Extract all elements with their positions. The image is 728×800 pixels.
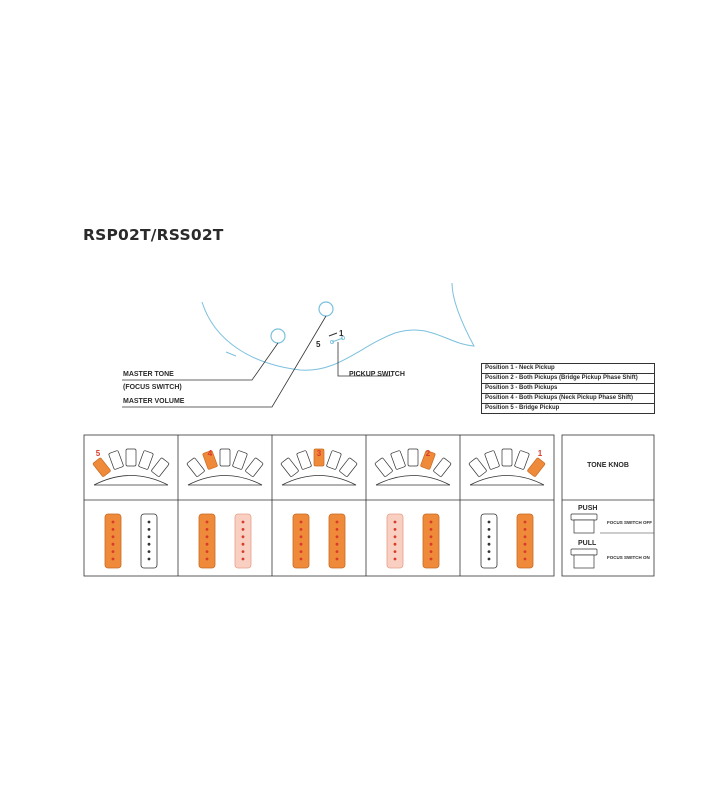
switch-lever	[245, 458, 263, 478]
pole-piece	[148, 528, 151, 531]
master-volume-label: MASTER VOLUME	[123, 398, 185, 405]
pole-piece	[148, 535, 151, 538]
switch-position-5-label: 5	[316, 340, 321, 349]
pull-label: PULL	[578, 540, 597, 547]
pull-description: FOCUS SWITCH ON	[607, 555, 650, 560]
pole-piece	[112, 558, 115, 561]
pole-piece	[524, 543, 527, 546]
pole-piece	[112, 550, 115, 553]
pole-piece	[430, 550, 433, 553]
pole-piece	[242, 558, 245, 561]
master-tone-label: MASTER TONE	[123, 371, 174, 378]
legend-row: Position 1 - Neck Pickup	[485, 365, 555, 371]
push-knob-icon-body	[574, 520, 594, 533]
switch-lever	[502, 449, 512, 466]
pole-piece	[112, 543, 115, 546]
position-number: 4	[207, 449, 213, 458]
pole-piece	[112, 521, 115, 524]
pole-piece	[430, 521, 433, 524]
pole-piece	[394, 543, 397, 546]
position-number: 3	[316, 449, 322, 458]
switch-lever	[408, 449, 418, 466]
pole-piece	[394, 521, 397, 524]
pole-piece	[336, 550, 339, 553]
pole-piece	[242, 543, 245, 546]
pole-piece	[206, 521, 209, 524]
legend-row: Position 4 - Both Pickups (Neck Pickup Phase Shift)	[482, 393, 654, 403]
pole-piece	[242, 535, 245, 538]
position-number: 5	[95, 449, 101, 458]
pole-piece	[300, 558, 303, 561]
pole-piece	[300, 550, 303, 553]
switch-base-arc	[188, 476, 262, 486]
switch-position-1-label: 1	[339, 329, 344, 338]
pole-piece	[112, 535, 115, 538]
push-label: PUSH	[578, 505, 598, 512]
pole-piece	[300, 528, 303, 531]
switch-lever	[390, 450, 405, 469]
switch-lever	[187, 458, 205, 478]
pole-piece	[394, 558, 397, 561]
legend-row: Position 3 - Both Pickups	[482, 383, 654, 393]
switch-lever	[281, 458, 299, 478]
pole-piece	[394, 550, 397, 553]
switch-lever	[469, 458, 487, 478]
pole-piece	[148, 558, 151, 561]
switch-lever	[220, 449, 230, 466]
pole-piece	[488, 543, 491, 546]
legend-row: Position 5 - Bridge Pickup	[482, 403, 654, 413]
position-number: 1	[537, 449, 543, 458]
pole-piece	[300, 521, 303, 524]
pole-piece	[430, 543, 433, 546]
pole-piece	[488, 558, 491, 561]
switch-lever-active	[93, 458, 111, 478]
switch-base-arc	[282, 476, 356, 486]
pole-piece	[488, 550, 491, 553]
position-number: 2	[425, 449, 431, 458]
pole-piece	[336, 543, 339, 546]
pull-knob-icon-body	[574, 555, 594, 568]
push-description: FOCUS SWITCH OFF	[607, 520, 652, 525]
switch-lever	[326, 450, 341, 469]
pole-piece	[524, 558, 527, 561]
pole-piece	[394, 535, 397, 538]
pole-piece	[242, 528, 245, 531]
pole-piece	[394, 528, 397, 531]
pole-piece	[336, 521, 339, 524]
pole-piece	[524, 521, 527, 524]
pole-piece	[524, 528, 527, 531]
switch-lever	[339, 458, 357, 478]
switch-lever	[126, 449, 136, 466]
switch-lever	[151, 458, 169, 478]
pole-piece	[430, 528, 433, 531]
switch-lever	[514, 450, 529, 469]
switch-lever	[375, 458, 393, 478]
switch-base-arc	[376, 476, 450, 486]
switch-base-arc	[470, 476, 544, 486]
pole-piece	[524, 535, 527, 538]
focus-switch-label: (FOCUS SWITCH)	[123, 384, 182, 391]
switch-lever	[296, 450, 311, 469]
pole-piece	[242, 550, 245, 553]
pole-piece	[430, 535, 433, 538]
pole-piece	[206, 528, 209, 531]
pole-piece	[336, 528, 339, 531]
pole-piece	[206, 543, 209, 546]
switch-base-arc	[94, 476, 168, 486]
switch-lever	[138, 450, 153, 469]
pull-knob-icon-cap	[571, 549, 597, 555]
switch-lever	[108, 450, 123, 469]
tone-knob-title: TONE KNOB	[587, 462, 629, 469]
pole-piece	[488, 528, 491, 531]
pole-piece	[524, 550, 527, 553]
switch-lever	[484, 450, 499, 469]
pole-piece	[488, 521, 491, 524]
pole-piece	[148, 543, 151, 546]
pole-piece	[206, 558, 209, 561]
switch-lever	[433, 458, 451, 478]
pole-piece	[242, 521, 245, 524]
pole-piece	[148, 521, 151, 524]
diagram-title: RSP02T/RSS02T	[83, 226, 224, 244]
pole-piece	[488, 535, 491, 538]
pole-piece	[300, 535, 303, 538]
pole-piece	[148, 550, 151, 553]
pole-piece	[300, 543, 303, 546]
pole-piece	[336, 535, 339, 538]
pole-piece	[206, 535, 209, 538]
pole-piece	[430, 558, 433, 561]
pole-piece	[206, 550, 209, 553]
pickup-switch-label: PICKUP SWITCH	[349, 371, 405, 378]
switch-lever	[232, 450, 247, 469]
switch-lever-active	[527, 458, 545, 478]
push-knob-icon-cap	[571, 514, 597, 520]
pole-piece	[336, 558, 339, 561]
pole-piece	[112, 528, 115, 531]
legend-row: Position 2 - Both Pickups (Bridge Pickup Phase Shift)	[482, 373, 654, 383]
